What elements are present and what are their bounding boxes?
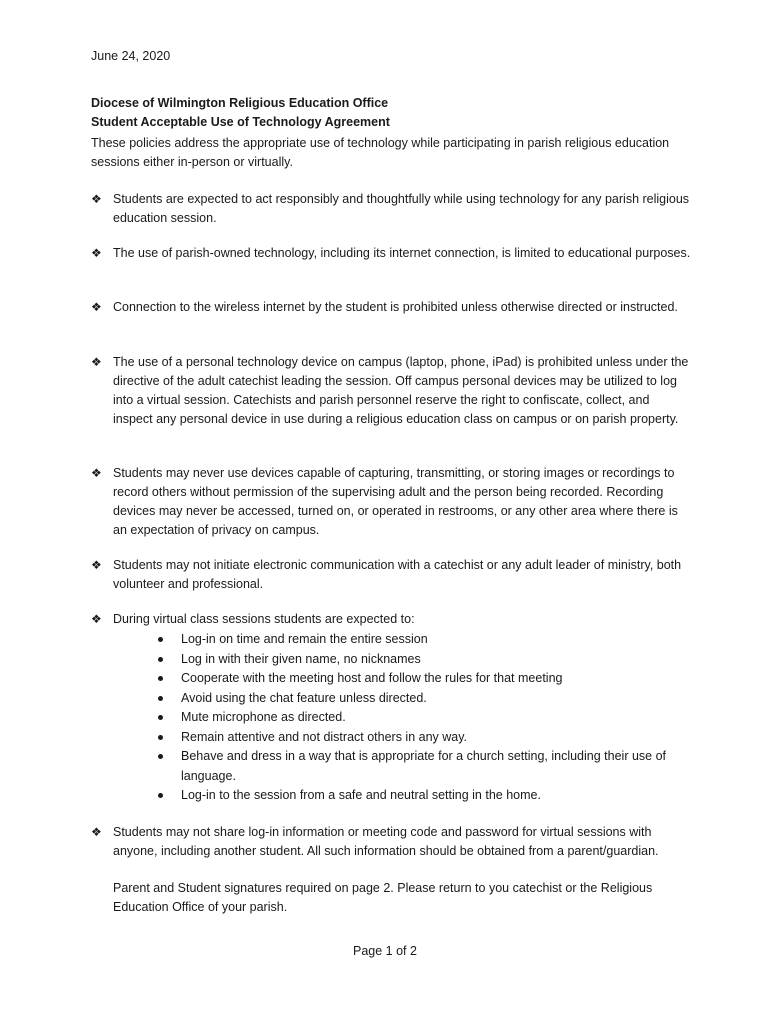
round-bullet-icon xyxy=(158,735,163,740)
round-bullet-icon xyxy=(158,676,163,681)
heading-line-1: Diocese of Wilmington Religious Education Office xyxy=(91,96,389,110)
diamond-bullet-icon: ❖ xyxy=(91,558,102,572)
diamond-bullet-icon: ❖ xyxy=(91,192,102,206)
list-item: Log-in on time and remain the entire session xyxy=(158,630,688,650)
round-bullet-icon xyxy=(158,754,163,759)
policy-item-text: During virtual class sessions students are expected to: xyxy=(113,612,415,626)
policy-item-2 xyxy=(91,244,691,263)
list-item: Avoid using the chat feature unless directed. xyxy=(158,689,688,709)
policy-item-4 xyxy=(91,353,691,429)
page-number: Page 1 of 2 xyxy=(353,944,417,958)
diamond-bullet-icon: ❖ xyxy=(91,355,102,369)
policy-item-text: The use of parish-owned technology, including its internet connection, is limited to educational purposes. xyxy=(113,246,691,260)
list-item: Cooperate with the meeting host and follow the rules for that meeting xyxy=(158,669,688,689)
list-item: Behave and dress in a way that is appropriate for a church setting, including their use of language. xyxy=(158,747,688,786)
diamond-bullet-icon: ❖ xyxy=(91,246,102,260)
diamond-bullet-icon: ❖ xyxy=(91,466,102,480)
policy-item-6 xyxy=(91,556,691,594)
policy-item-text: The use of a personal technology device on campus (laptop, phone, iPad) is prohibited unless under the directive of the adult catechist leading the session. Off campus personal devices may be utilized to log into a virtual session. Catechists and parish personnel reserve the right to confiscate, collect, and inspect any personal device in use during a religious education class on campus or on parish property. xyxy=(113,355,689,426)
policy-item-text: Students may not initiate electronic communication with a catechist or any adult leader of ministry, both volunteer and professional. xyxy=(113,558,682,591)
document-heading xyxy=(91,94,390,132)
diamond-bullet-icon: ❖ xyxy=(91,300,102,314)
round-bullet-icon xyxy=(158,657,163,662)
list-item: Log-in to the session from a safe and neutral setting in the home. xyxy=(158,786,688,806)
round-bullet-icon xyxy=(158,696,163,701)
diamond-bullet-icon: ❖ xyxy=(91,825,102,839)
policy-item-1 xyxy=(91,190,691,228)
policy-item-text: Students are expected to act responsibly and thoughtfully while using technology for any parish religious education session. xyxy=(113,192,690,225)
diamond-bullet-icon: ❖ xyxy=(91,612,102,626)
list-item: Mute microphone as directed. xyxy=(158,708,688,728)
virtual-rules-list xyxy=(158,630,688,806)
intro-paragraph: These policies address the appropriate use of technology while participating in parish religious education sessions either in-person or virtually. xyxy=(91,136,670,169)
heading-line-2: Student Acceptable Use of Technology Agreement xyxy=(91,115,390,129)
policy-item-text: Connection to the wireless internet by the student is prohibited unless otherwise directed or instructed. xyxy=(113,300,678,314)
policy-item-7 xyxy=(91,610,691,629)
list-item: Log in with their given name, no nicknames xyxy=(158,650,688,670)
list-item: Remain attentive and not distract others in any way. xyxy=(158,728,688,748)
document-date: June 24, 2020 xyxy=(91,49,171,63)
policy-item-text: Students may never use devices capable of capturing, transmitting, or storing images or recordings to record others without permission of the supervising adult and the person being recorded. Recording devices may never be accessed, turned on, or operated in restrooms, or any other area where there is an expectation of privacy on campus. xyxy=(113,466,678,537)
round-bullet-icon xyxy=(158,637,163,642)
signature-note: Parent and Student signatures required on page 2. Please return to you catechist or the Religious Education Office of your parish. xyxy=(113,881,653,914)
policy-item-3 xyxy=(91,298,691,317)
round-bullet-icon xyxy=(158,715,163,720)
policy-item-8 xyxy=(91,823,691,861)
policy-item-5 xyxy=(91,464,691,540)
round-bullet-icon xyxy=(158,793,163,798)
policy-item-text: Students may not share log-in information or meeting code and password for virtual sessions with anyone, including another student. All such information should be obtained from a parent/guardian. xyxy=(113,825,659,858)
